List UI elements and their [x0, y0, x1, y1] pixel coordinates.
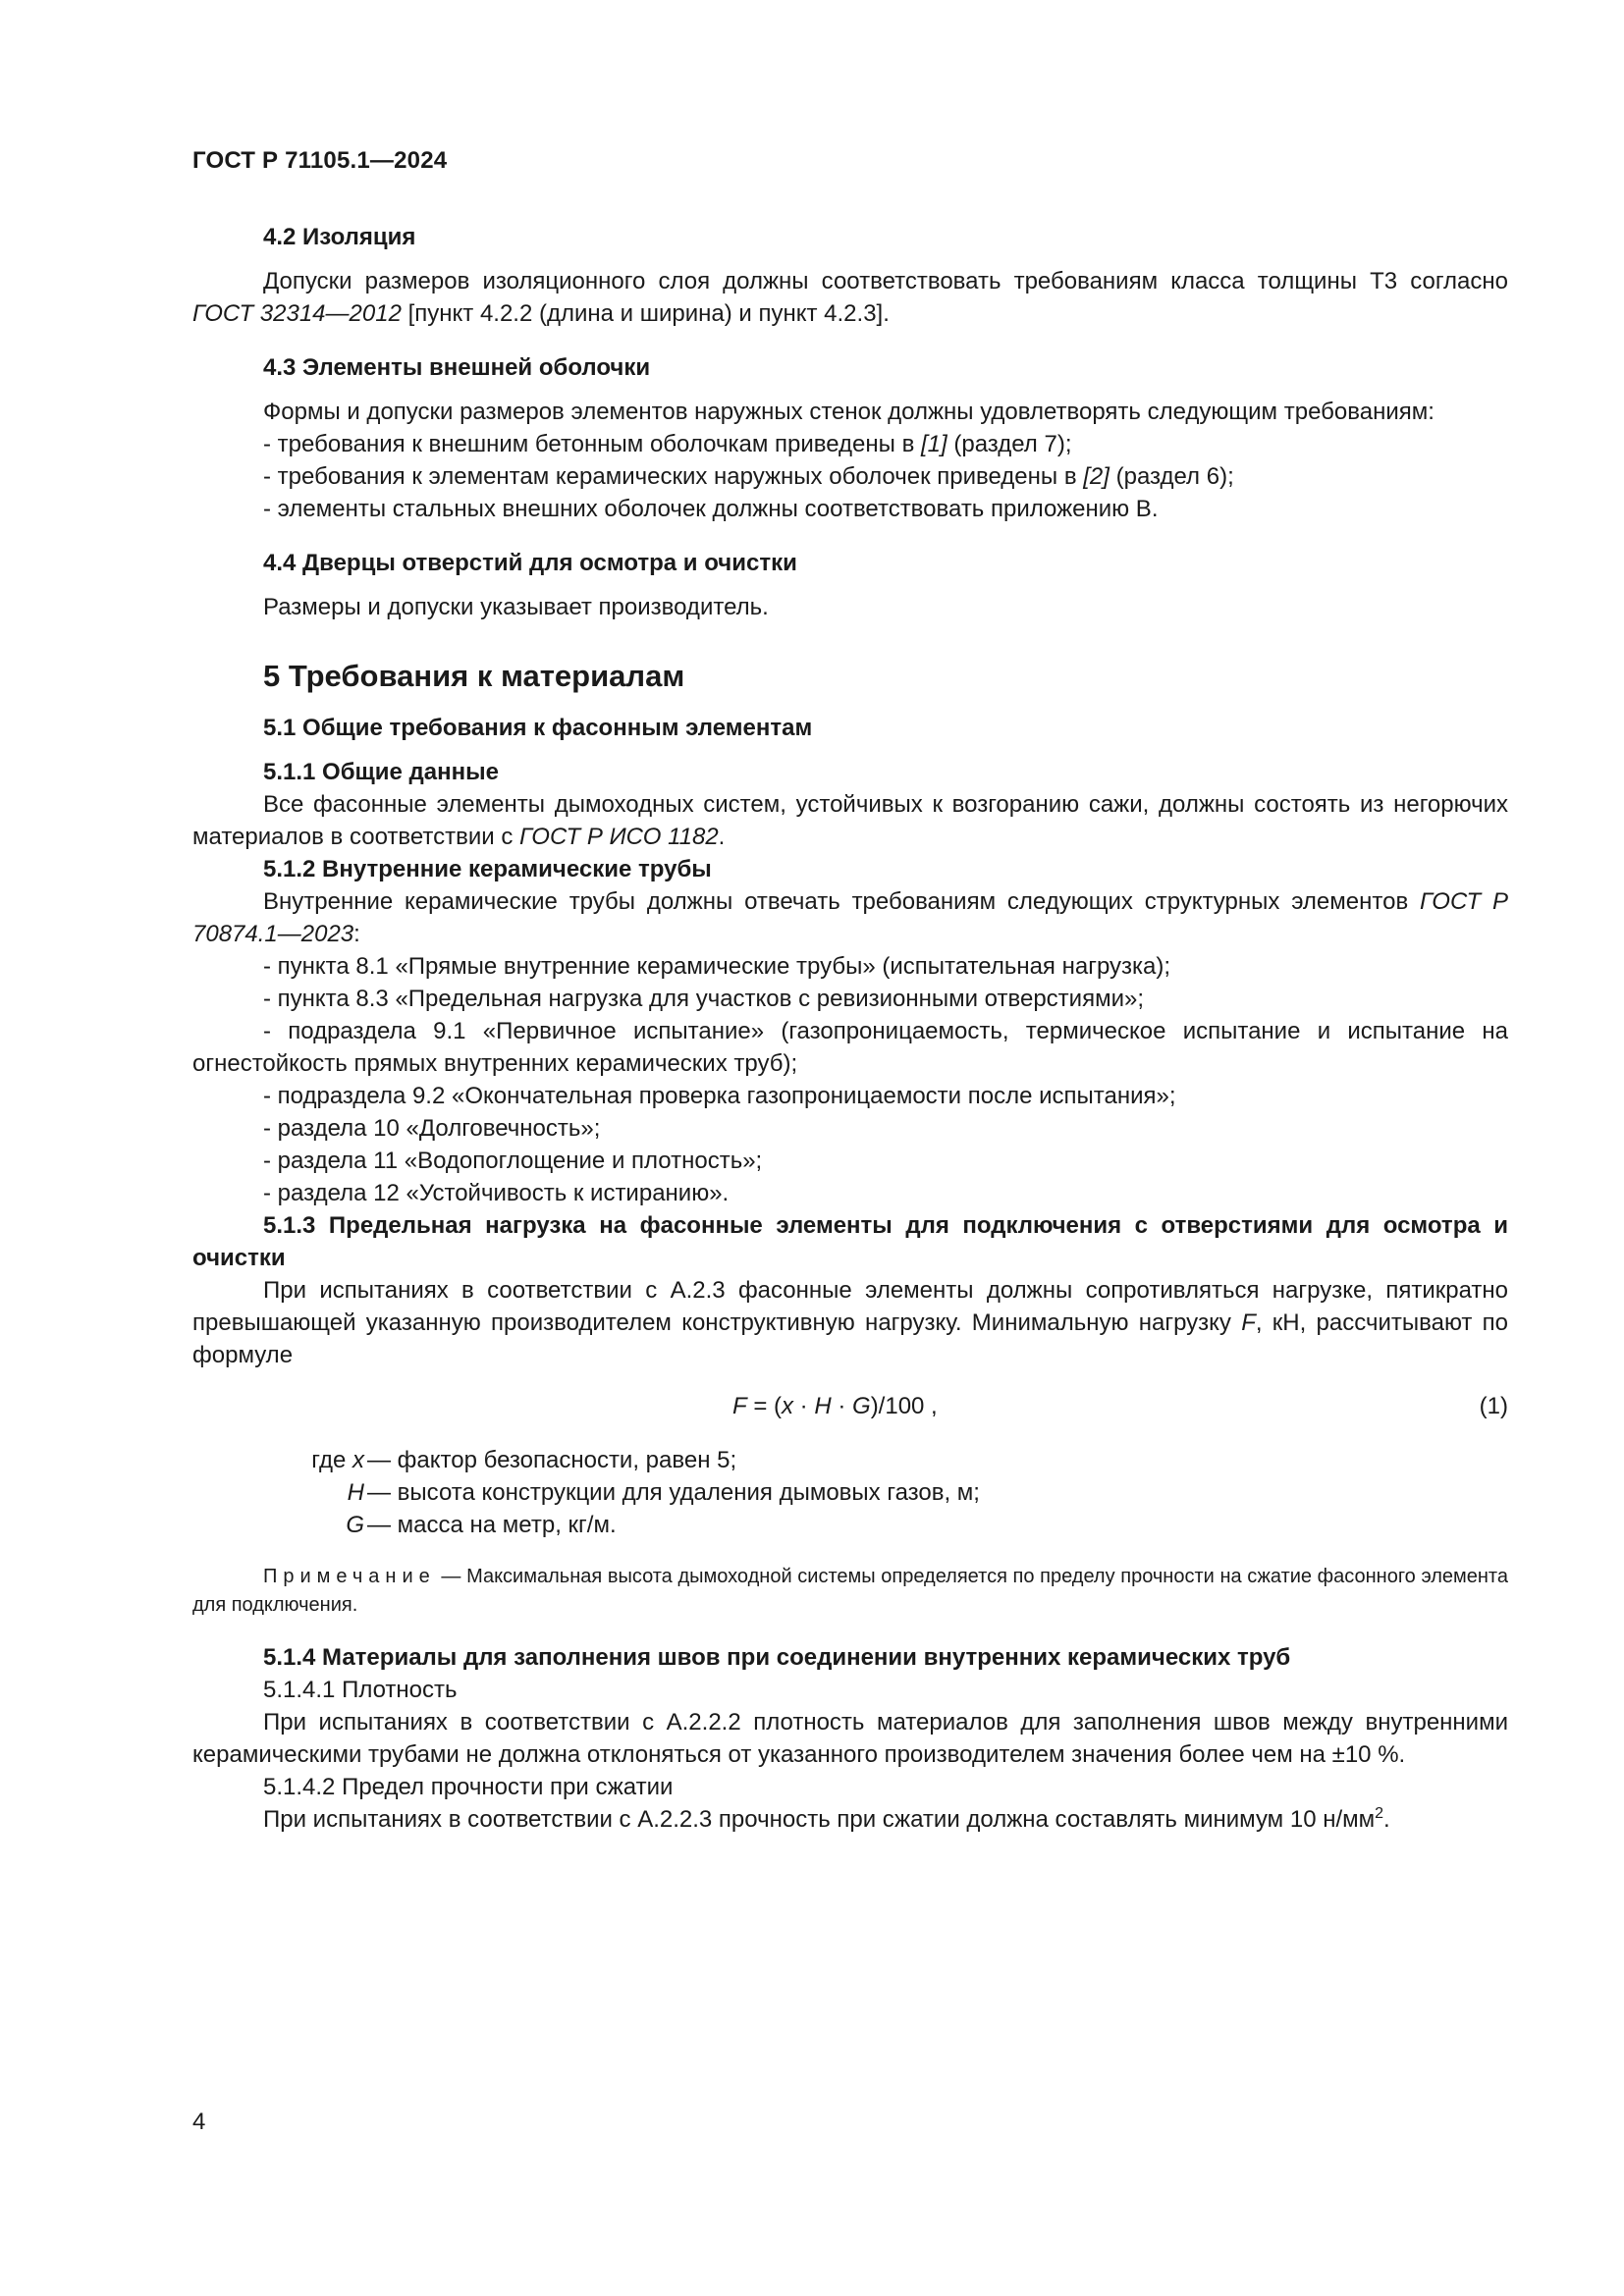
section-5-1-3-title: 5.1.3 Предельная нагрузка на фасонные элементы для подключения с отверстиями для осмотра и очистки	[192, 1212, 1508, 1271]
section-5-1-title: 5.1 Общие требования к фасонным элементам	[263, 715, 813, 741]
section-4-3-intro: Формы и допуски размеров элементов наружных стенок должны удовлетворять следующим требованиям:	[263, 399, 1435, 425]
ref-bibliography-2: [2]	[1083, 463, 1110, 490]
equation-number: (1)	[1479, 1393, 1508, 1419]
note-label: Примечание	[263, 1566, 436, 1587]
section-5-1-4-2-text: При испытаниях в соответствии с А.2.2.3 прочность при сжатии должна составлять минимум 10 $н/мм^2$.	[263, 1805, 1390, 1833]
section-5-1-2-title: 5.1.2 Внутренние керамические трубы	[263, 856, 712, 882]
section-5-1-1-title: 5.1.1 Общие данные	[263, 759, 499, 785]
section-5-1-4-2-title: 5.1.4.2 Предел прочности при сжатии	[263, 1774, 674, 1800]
note: Примечание — Максимальная высота дымоходной системы определяется по пределу прочности на сжатие фасонного элемента для подключения.	[192, 1566, 1508, 1616]
section-4-4-text: Размеры и допуски указывает производитель.	[263, 594, 769, 620]
formula: F = (x · H · G)/100 ,	[732, 1393, 938, 1419]
list-item: - пункта 8.1 «Прямые внутренние керамические трубы» (испытательная нагрузка);	[263, 953, 1171, 980]
section-5-1-2-intro: Внутренние керамические трубы должны отвечать требованиям следующих структурных элементов ГОСТ Р 70874.1—2023:	[192, 888, 1509, 947]
section-4-2-title: 4.2 Изоляция	[263, 224, 416, 250]
document-header-id: ГОСТ Р 71105.1—2024	[192, 147, 448, 174]
list-item: - раздела 11 «Водопоглощение и плотность»;	[263, 1148, 763, 1174]
section-5-1-4-title: 5.1.4 Материалы для заполнения швов при соединении внутренних керамических труб	[263, 1644, 1291, 1671]
section-4-4-title: 4.4 Дверцы отверстий для осмотра и очистки	[263, 550, 797, 576]
list-item: - требования к внешним бетонным оболочкам приведены в [1] (раздел 7);	[263, 431, 1072, 457]
ref-gost-iso-1182: ГОСТ Р ИСО 1182	[519, 824, 719, 850]
ref-bibliography-1: [1]	[921, 431, 947, 457]
list-item: - подраздела 9.2 «Окончательная проверка газопроницаемости после испытания»;	[263, 1083, 1176, 1109]
section-5-1-4-1-title: 5.1.4.1 Плотность	[263, 1677, 458, 1703]
list-item: - требования к элементам керамических наружных оболочек приведены в [2] (раздел 6);	[263, 463, 1234, 490]
ref-gost-70874: ГОСТ Р 70874.1—2023	[192, 888, 1509, 947]
page-number: 4	[192, 2109, 206, 2135]
where-item: где x — фактор безопасности, равен 5;	[311, 1447, 737, 1473]
where-item: H — высота конструкции для удаления дымовых газов, м;	[347, 1479, 980, 1506]
section-5-1-1-text: Все фасонные элементы дымоходных систем, устойчивых к возгоранию сажи, должны состоять из негорючих материалов в соответствии с ГОСТ Р ИСО 1182.	[192, 791, 1508, 850]
section-5-title: 5 Требования к материалам	[263, 659, 685, 693]
formula-row	[192, 1390, 1508, 1422]
section-5-1-4-1-text: При испытаниях в соответствии с А.2.2.2 плотность материалов для заполнения швов между внутренними керамическими трубами не должна отклоняться от указанного производителем значения более чем на ±10 %.	[192, 1709, 1508, 1768]
section-4-3-title: 4.3 Элементы внешней оболочки	[263, 354, 651, 381]
variable-f: F	[1241, 1309, 1256, 1336]
list-item: - раздела 10 «Долговечность»;	[263, 1115, 601, 1142]
list-item: - пункта 8.3 «Предельная нагрузка для участков с ревизионными отверстиями»;	[263, 986, 1144, 1012]
section-5-1-3-text: При испытаниях в соответствии с А.2.3 фасонные элементы должны сопротивляться нагрузке, пятикратно превышающей указанную производителем конструктивную нагрузку. Минимальную нагрузку F, кН, рассчитывают по формуле	[192, 1277, 1509, 1368]
list-item: - элементы стальных внешних оболочек должны соответствовать приложению В.	[263, 496, 1159, 522]
ref-gost-32314: ГОСТ 32314—2012	[192, 300, 402, 327]
where-item: G — масса на метр, кг/м.	[346, 1512, 617, 1538]
section-4-2-text: Допуски размеров изоляционного слоя должны соответствовать требованиям класса толщины Т3 согласно ГОСТ 32314—2012 [пункт 4.2.2 (длина и ширина) и пункт 4.2.3].	[192, 268, 1508, 327]
page-body	[192, 221, 1508, 1836]
list-item: - подраздела 9.1 «Первичное испытание» (газопроницаемость, термическое испытание и испытание на огнестойкость прямых внутренних керамических труб);	[192, 1018, 1508, 1077]
list-item: - раздела 12 «Устойчивость к истиранию».	[263, 1180, 730, 1206]
